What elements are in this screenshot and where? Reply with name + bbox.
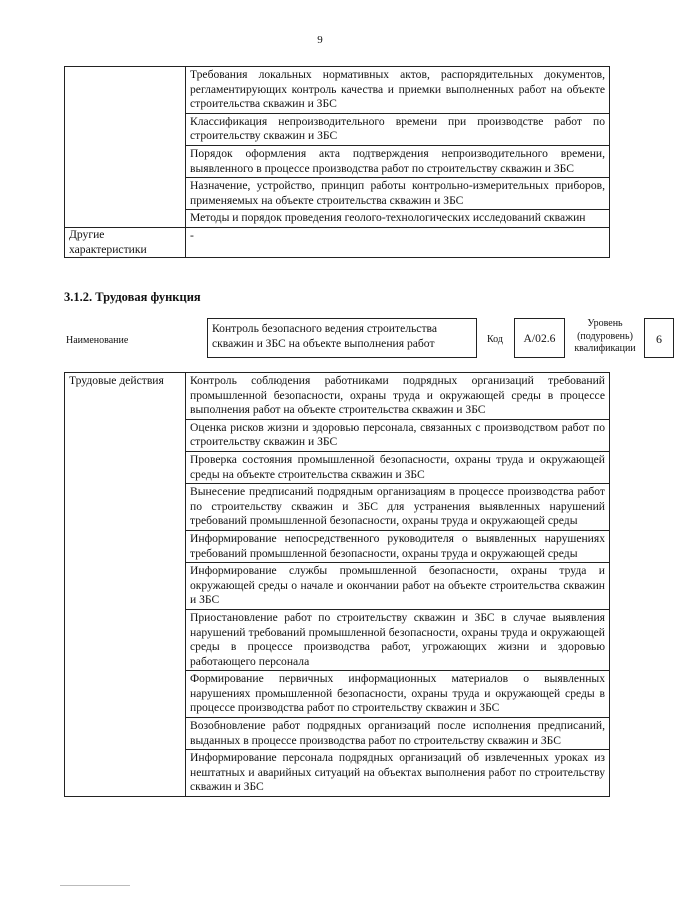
code-label: Код (487, 334, 503, 345)
level-label: Уровень (подуровень) квалификации (574, 318, 636, 354)
table-cell: Порядок оформления акта подтверждения непроизводительного времени, выявленного в процессе производства работ по строительству скважин и ЗБС (186, 145, 610, 177)
function-name-box: Контроль безопасного ведения строительства скважин и ЗБС на объекте выполнения работ (207, 318, 477, 358)
table-cell: Возобновление работ подрядных организаций после исполнения предписаний, выданных в процессе производства работ по строительству скважин и ЗБС (186, 718, 610, 750)
function-header (64, 318, 662, 362)
labor-actions-table (64, 372, 610, 797)
table-cell: Формирование первичных информационных материалов о выявленных нарушениях промышленной безопасности, охраны труда и окружающей среды в процессе производства работ по строительству скважин и ЗБС (186, 671, 610, 718)
table-row (65, 227, 610, 257)
table-cell: Информирование службы промышленной безопасности, охраны труда и окружающей среды о начале и окончании работ на объекте строительства скважин и ЗБС (186, 563, 610, 610)
table-cell-empty (65, 67, 186, 228)
table-cell: Оценка рисков жизни и здоровью персонала, связанных с производством работ по строительству скважин и ЗБС (186, 419, 610, 451)
table-row (65, 67, 610, 114)
table-cell: Информирование персонала подрядных организаций об извлеченных уроках из нештатных и аварийных ситуаций на объектах выполнения работ по строительству скважин и ЗБС (186, 750, 610, 797)
table-cell: Приостановление работ по строительству скважин и ЗБС в случае выявления нарушений требований промышленной безопасности, охраны труда и окружающей среды в процессе производства работ, угрожающих жизни и здоровью работающего персонала (186, 609, 610, 670)
table-cell: Методы и порядок проведения геолого-технологических исследований скважин (186, 210, 610, 228)
function-code-box: A/02.6 (514, 318, 565, 358)
section-heading: 3.1.2. Трудовая функция (64, 290, 201, 304)
table-cell: Вынесение предписаний подрядным организациям в процессе производства работ по строительству скважин и ЗБС для устранения выявленных нарушений требований промышленной безопасности, охраны труда и окружающей среды (186, 484, 610, 531)
knowledge-table (64, 66, 610, 258)
footer-divider (60, 885, 130, 886)
table-cell: Классификация непроизводительного времени при производстве работ по строительству скважин и ЗБС (186, 113, 610, 145)
page-number: 9 (317, 34, 323, 46)
other-characteristics-value: - (186, 227, 610, 257)
labor-actions-label: Трудовые действия (65, 373, 186, 797)
table-cell: Назначение, устройство, принцип работы контрольно-измерительных приборов, применяемых на объекте строительства скважин и ЗБС (186, 178, 610, 210)
table-cell: Требования локальных нормативных актов, распорядительных документов, регламентирующих контроль качества и приемки выполненных работ на объекте строительства скважин и ЗБС (186, 67, 610, 114)
table-cell: Контроль соблюдения работниками подрядных организаций требований промышленной безопасности, охраны труда и окружающей среды в процессе выполнения работ на объекте строительства скважин и ЗБС (186, 373, 610, 420)
name-label: Наименование (66, 335, 129, 346)
table-cell: Информирование непосредственного руководителя о выявленных нарушениях требований промышленной безопасности, охраны труда и окружающей среды (186, 530, 610, 562)
function-level-box: 6 (644, 318, 674, 358)
table-cell: Проверка состояния промышленной безопасности, охраны труда и окружающей среды на объекте строительства скважин и ЗБС (186, 451, 610, 483)
table-row (65, 373, 610, 420)
other-characteristics-label: Другие характеристики (65, 227, 186, 257)
